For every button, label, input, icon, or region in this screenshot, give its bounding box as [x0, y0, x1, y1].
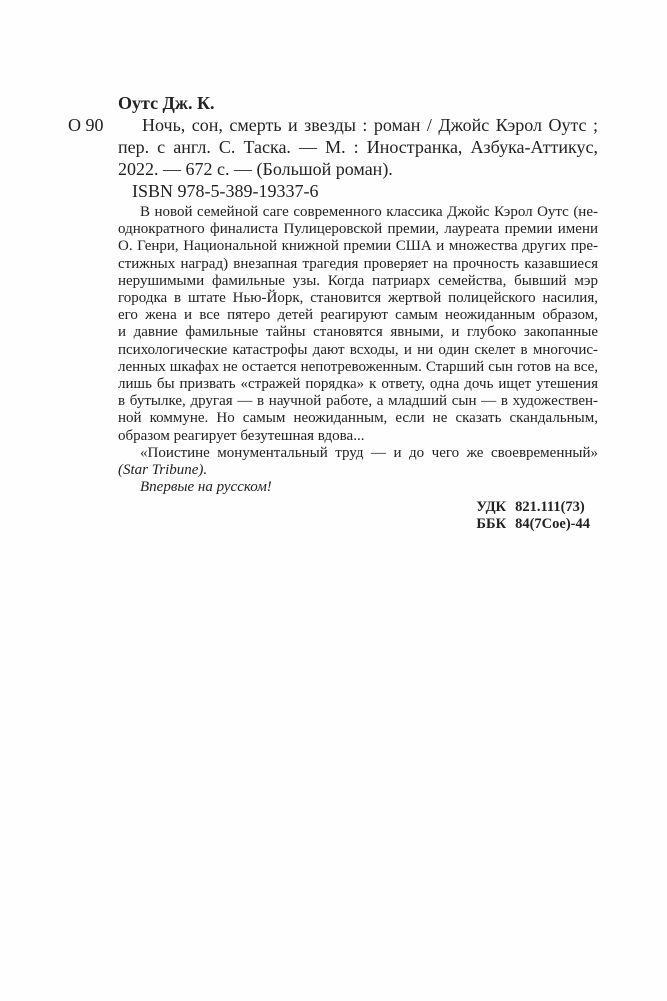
annotation-line: лишь бы призвать «стражей порядка» к ответу, одна дочь ищет утешения [118, 376, 598, 393]
annotation-line: В новой семейной саге современного классика Джойс Кэрол Оутс (не- [140, 204, 598, 220]
bibliographic-line: 2022. — 672 с. — (Большой роман). [118, 159, 393, 179]
bibliographic-lines [118, 114, 598, 180]
imprint-content [68, 92, 598, 533]
annotation-line: в бутылке, другая — в научной работе, а младший сын — в художествен- [118, 393, 598, 410]
bibliographic-record [68, 114, 598, 180]
classification-codes [118, 499, 598, 533]
annotation-line: образом реагирует безутешная вдова... [118, 427, 365, 444]
code-label: УДК [476, 499, 507, 516]
annotation-line: городка в штате Нью-Йорк, становится жертвой полицейского насилия, [118, 290, 598, 307]
code-row [476, 499, 590, 516]
bibliographic-line: пер. с англ. С. Таска. — М. : Иностранка, Азбука-Аттикус, [118, 137, 598, 157]
annotation-line: ленных шкафах не остается непотревоженным. Старший сын готов на все, [118, 358, 598, 375]
annotation-line: и давние фамильные тайны становятся явными, и глубоко закопанные [118, 324, 598, 341]
annotation-line: нерушимыми фамильные узы. Когда патриарх семейства, бывший мэр [118, 272, 598, 289]
code-value: 821.111(73) [515, 499, 585, 516]
isbn-line: ISBN 978-5-389-19337-6 [132, 181, 319, 201]
code-value: 84(7Сое)-44 [515, 516, 590, 533]
annotation-line: О. Генри, Национальной книжной премии США и множества других пре- [118, 238, 598, 255]
annotation-line: стижных наград) внезапная трагедия проверяет на прочность казавшиеся [118, 255, 598, 272]
annotation-line: однократного финалиста Пулицеровской премии, лауреата премии имени [118, 221, 598, 238]
review-source: (Star Tribune). [118, 462, 208, 479]
author-sign: О 90 [68, 115, 104, 135]
codes-block [476, 499, 590, 533]
annotation-line: его жена и все пятеро детей реагируют самым неожиданным образом, [118, 307, 598, 324]
first-translation-note: Впервые на русском! [140, 479, 272, 496]
code-row [476, 516, 590, 533]
code-label: ББК [476, 516, 507, 533]
review-quote: «Поистине монументальный труд — и до чего же своевременный» [140, 444, 598, 461]
annotation-line: ной коммуне. Но самым неожиданным, если не сказать скандальным, [118, 410, 598, 427]
annotation [118, 204, 598, 445]
author-heading: Оутс Дж. К. [118, 93, 215, 113]
annotation-line: психологические катастрофы дают всходы, и ни один скелет в многочис- [118, 341, 598, 358]
bibliographic-line: Ночь, сон, смерть и звезды : роман / Джойс Кэрол Оутс ; [142, 115, 598, 135]
